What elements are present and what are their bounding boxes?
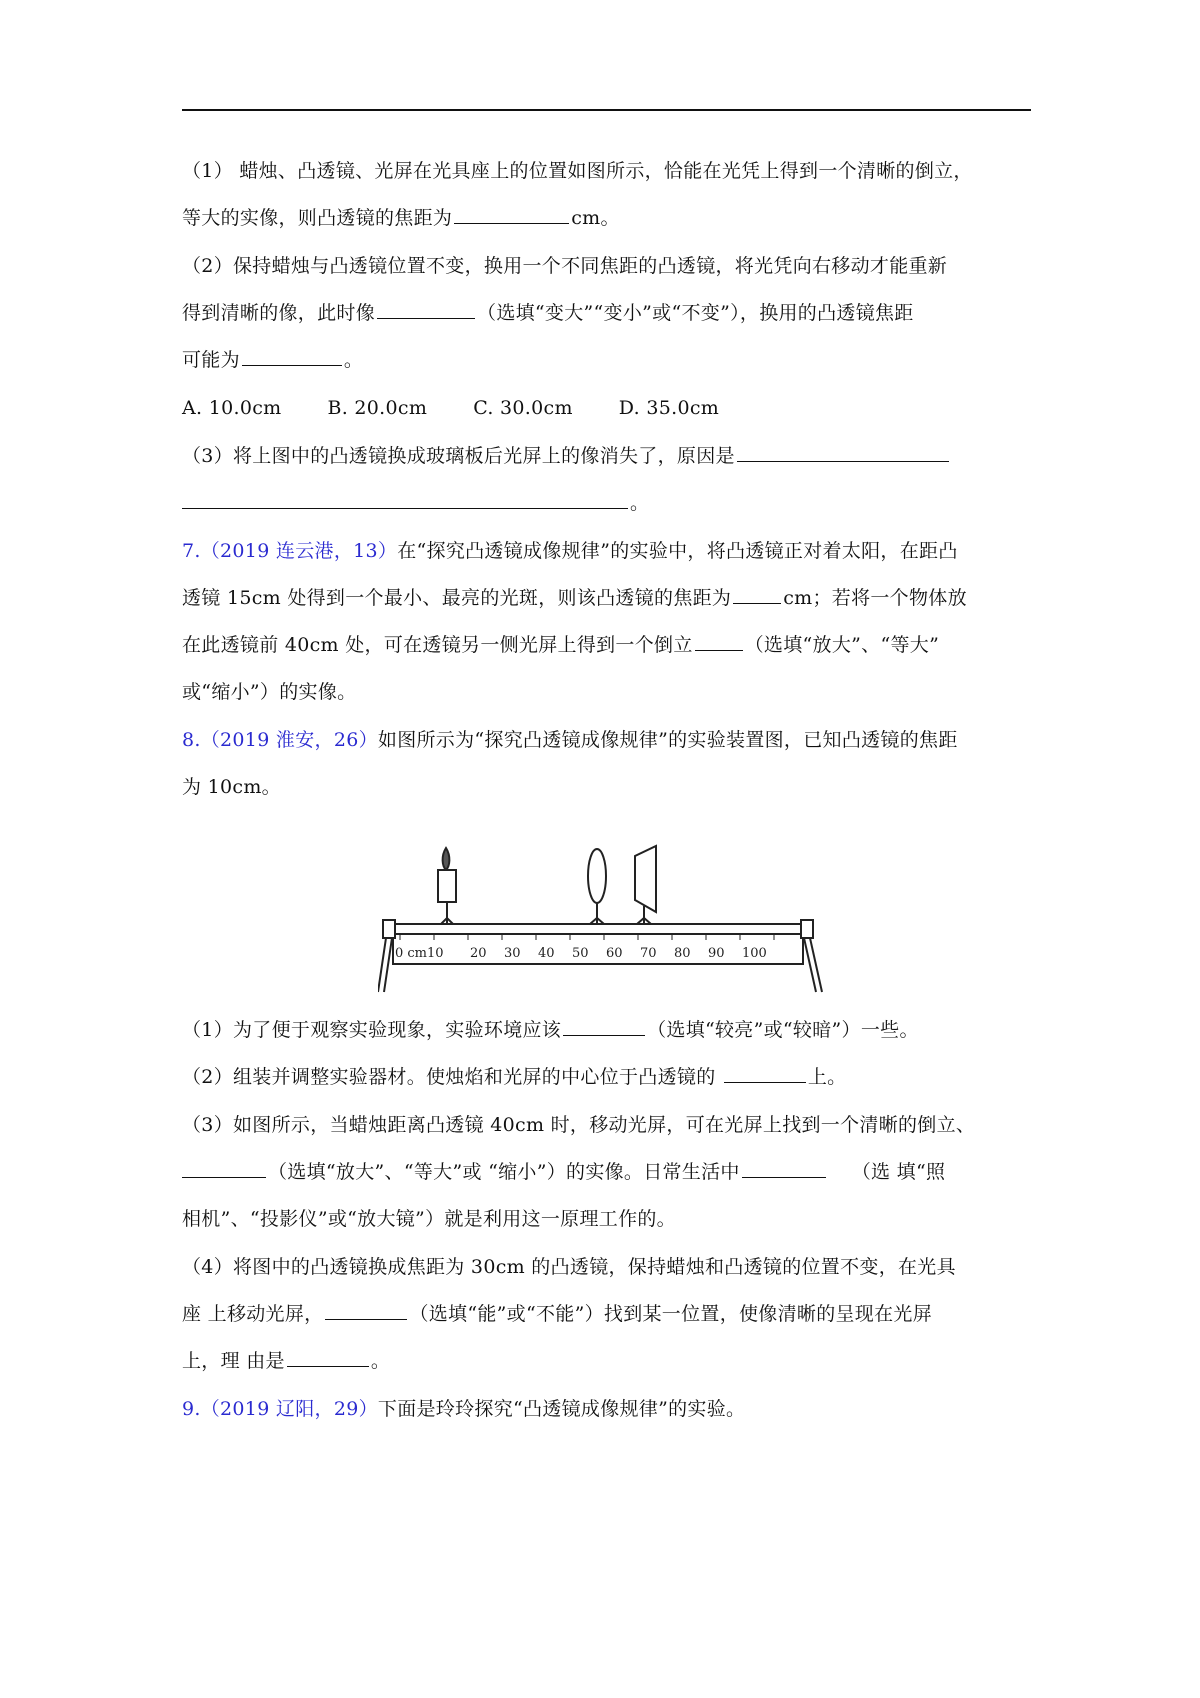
q6-part1-line1: （1） 蜡烛、凸透镜、光屏在光具座上的位置如图所示，恰能在光凭上得到一个清晰的倒立，: [182, 160, 973, 182]
ruler-label: 70: [640, 946, 657, 961]
answer-blank[interactable]: [737, 443, 949, 462]
ruler-label: 50: [572, 946, 589, 961]
q6-part2-line1: （2）保持蜡烛与凸透镜位置不变，换用一个不同焦距的凸透镜，将光凭向右移动才能重新: [182, 255, 948, 277]
answer-blank[interactable]: [454, 205, 569, 224]
ruler-label: 20: [470, 946, 487, 961]
convex-lens-icon: [588, 849, 606, 924]
header-rule: [182, 109, 1031, 111]
answer-blank[interactable]: [377, 300, 475, 319]
answer-blank[interactable]: [287, 1348, 369, 1367]
q8-source: 8.（2019 淮安，26）: [182, 729, 378, 751]
ruler-label: 0 cm10: [395, 946, 444, 961]
option-c[interactable]: C. 30.0cm: [473, 397, 573, 419]
q8-line2: 为 10cm。: [182, 776, 281, 798]
candle-icon: [438, 848, 456, 924]
ruler-label: 60: [606, 946, 623, 961]
answer-blank[interactable]: [182, 490, 628, 509]
q6-part2-line2: 得到清晰的像，此时像 （选填“变大”“变小”或“不变”），换用的凸透镜焦距: [182, 302, 914, 324]
answer-blank[interactable]: [325, 1301, 407, 1320]
ruler-label: 40: [538, 946, 555, 961]
q8-part4-line2: 座 上移动光屏， （选填“能”或“不能”）找到某一位置，使像清晰的呈现在光屏: [182, 1303, 933, 1325]
q9-source: 9.（2019 辽阳，29）: [182, 1398, 378, 1420]
q9-line1: 9.（2019 辽阳，29）下面是玲玲探究“凸透镜成像规律”的实验。: [182, 1398, 746, 1420]
q8-part4-line3: 上，理 由是 。: [182, 1350, 391, 1372]
q7-line3: 在此透镜前 40cm 处，可在透镜另一侧光屏上得到一个倒立 （选填“放大”、“等大”: [182, 634, 940, 656]
q8-part4-line1: （4）将图中的凸透镜换成焦距为 30cm 的凸透镜，保持蜡烛和凸透镜的位置不变，在光具: [182, 1256, 956, 1278]
q8-part3-line1: （3）如图所示，当蜡烛距离凸透镜 40cm 时，移动光屏，可在光屏上找到一个清晰的倒立、: [182, 1114, 976, 1136]
q6-options: [182, 395, 765, 421]
q6-part3-line1: （3）将上图中的凸透镜换成玻璃板后光屏上的像消失了，原因是: [182, 443, 951, 469]
answer-blank[interactable]: [724, 1064, 806, 1083]
q8-line1: 8.（2019 淮安，26）如图所示为“探究凸透镜成像规律”的实验装置图，已知凸透镜的焦距: [182, 729, 958, 751]
light-screen-icon: [635, 846, 656, 924]
q6-part3-line2: 。: [182, 490, 649, 516]
q8-part3-line3: 相机”、“投影仪”或“放大镜”）就是利用这一原理工作的。: [182, 1208, 676, 1230]
q7-line4: 或“缩小”）的实像。: [182, 681, 357, 703]
option-d[interactable]: D. 35.0cm: [618, 397, 720, 419]
q7-line2: 透镜 15cm 处得到一个最小、最亮的光斑，则该凸透镜的焦距为 cm；若将一个物体放: [182, 587, 967, 609]
option-a[interactable]: A. 10.0cm: [182, 397, 282, 419]
answer-blank[interactable]: [563, 1017, 645, 1036]
answer-blank[interactable]: [182, 1159, 266, 1178]
q7-line1: 7.（2019 连云港，13）在“探究凸透镜成像规律”的实验中，将凸透镜正对着太阳，在距凸: [182, 540, 958, 562]
q6-part2-line3: 可能为 。: [182, 349, 364, 371]
option-b[interactable]: B. 20.0cm: [327, 397, 428, 419]
q8-part2: （2）组装并调整实验器材。使烛焰和光屏的中心位于凸透镜的 上。: [182, 1066, 847, 1088]
answer-blank[interactable]: [733, 585, 781, 604]
q8-part1: （1）为了便于观察实验现象，实验环境应该 （选填“较亮”或“较暗”）一些。: [182, 1019, 919, 1041]
ruler-label: 80: [674, 946, 691, 961]
ruler-label: 100: [742, 946, 767, 961]
q6-part1-line2: 等大的实像，则凸透镜的焦距为 cm。: [182, 207, 620, 229]
ruler-label: 90: [708, 946, 725, 961]
answer-blank[interactable]: [242, 347, 342, 366]
optical-bench-figure: [378, 842, 828, 997]
answer-blank[interactable]: [742, 1159, 826, 1178]
q7-source: 7.（2019 连云港，13）: [182, 540, 398, 562]
q8-part3-line2: （选填“放大”、“等大”或 “缩小”）的实像。日常生活中 （选 填“照: [182, 1159, 945, 1185]
answer-blank[interactable]: [695, 632, 743, 651]
ruler-label: 30: [504, 946, 521, 961]
